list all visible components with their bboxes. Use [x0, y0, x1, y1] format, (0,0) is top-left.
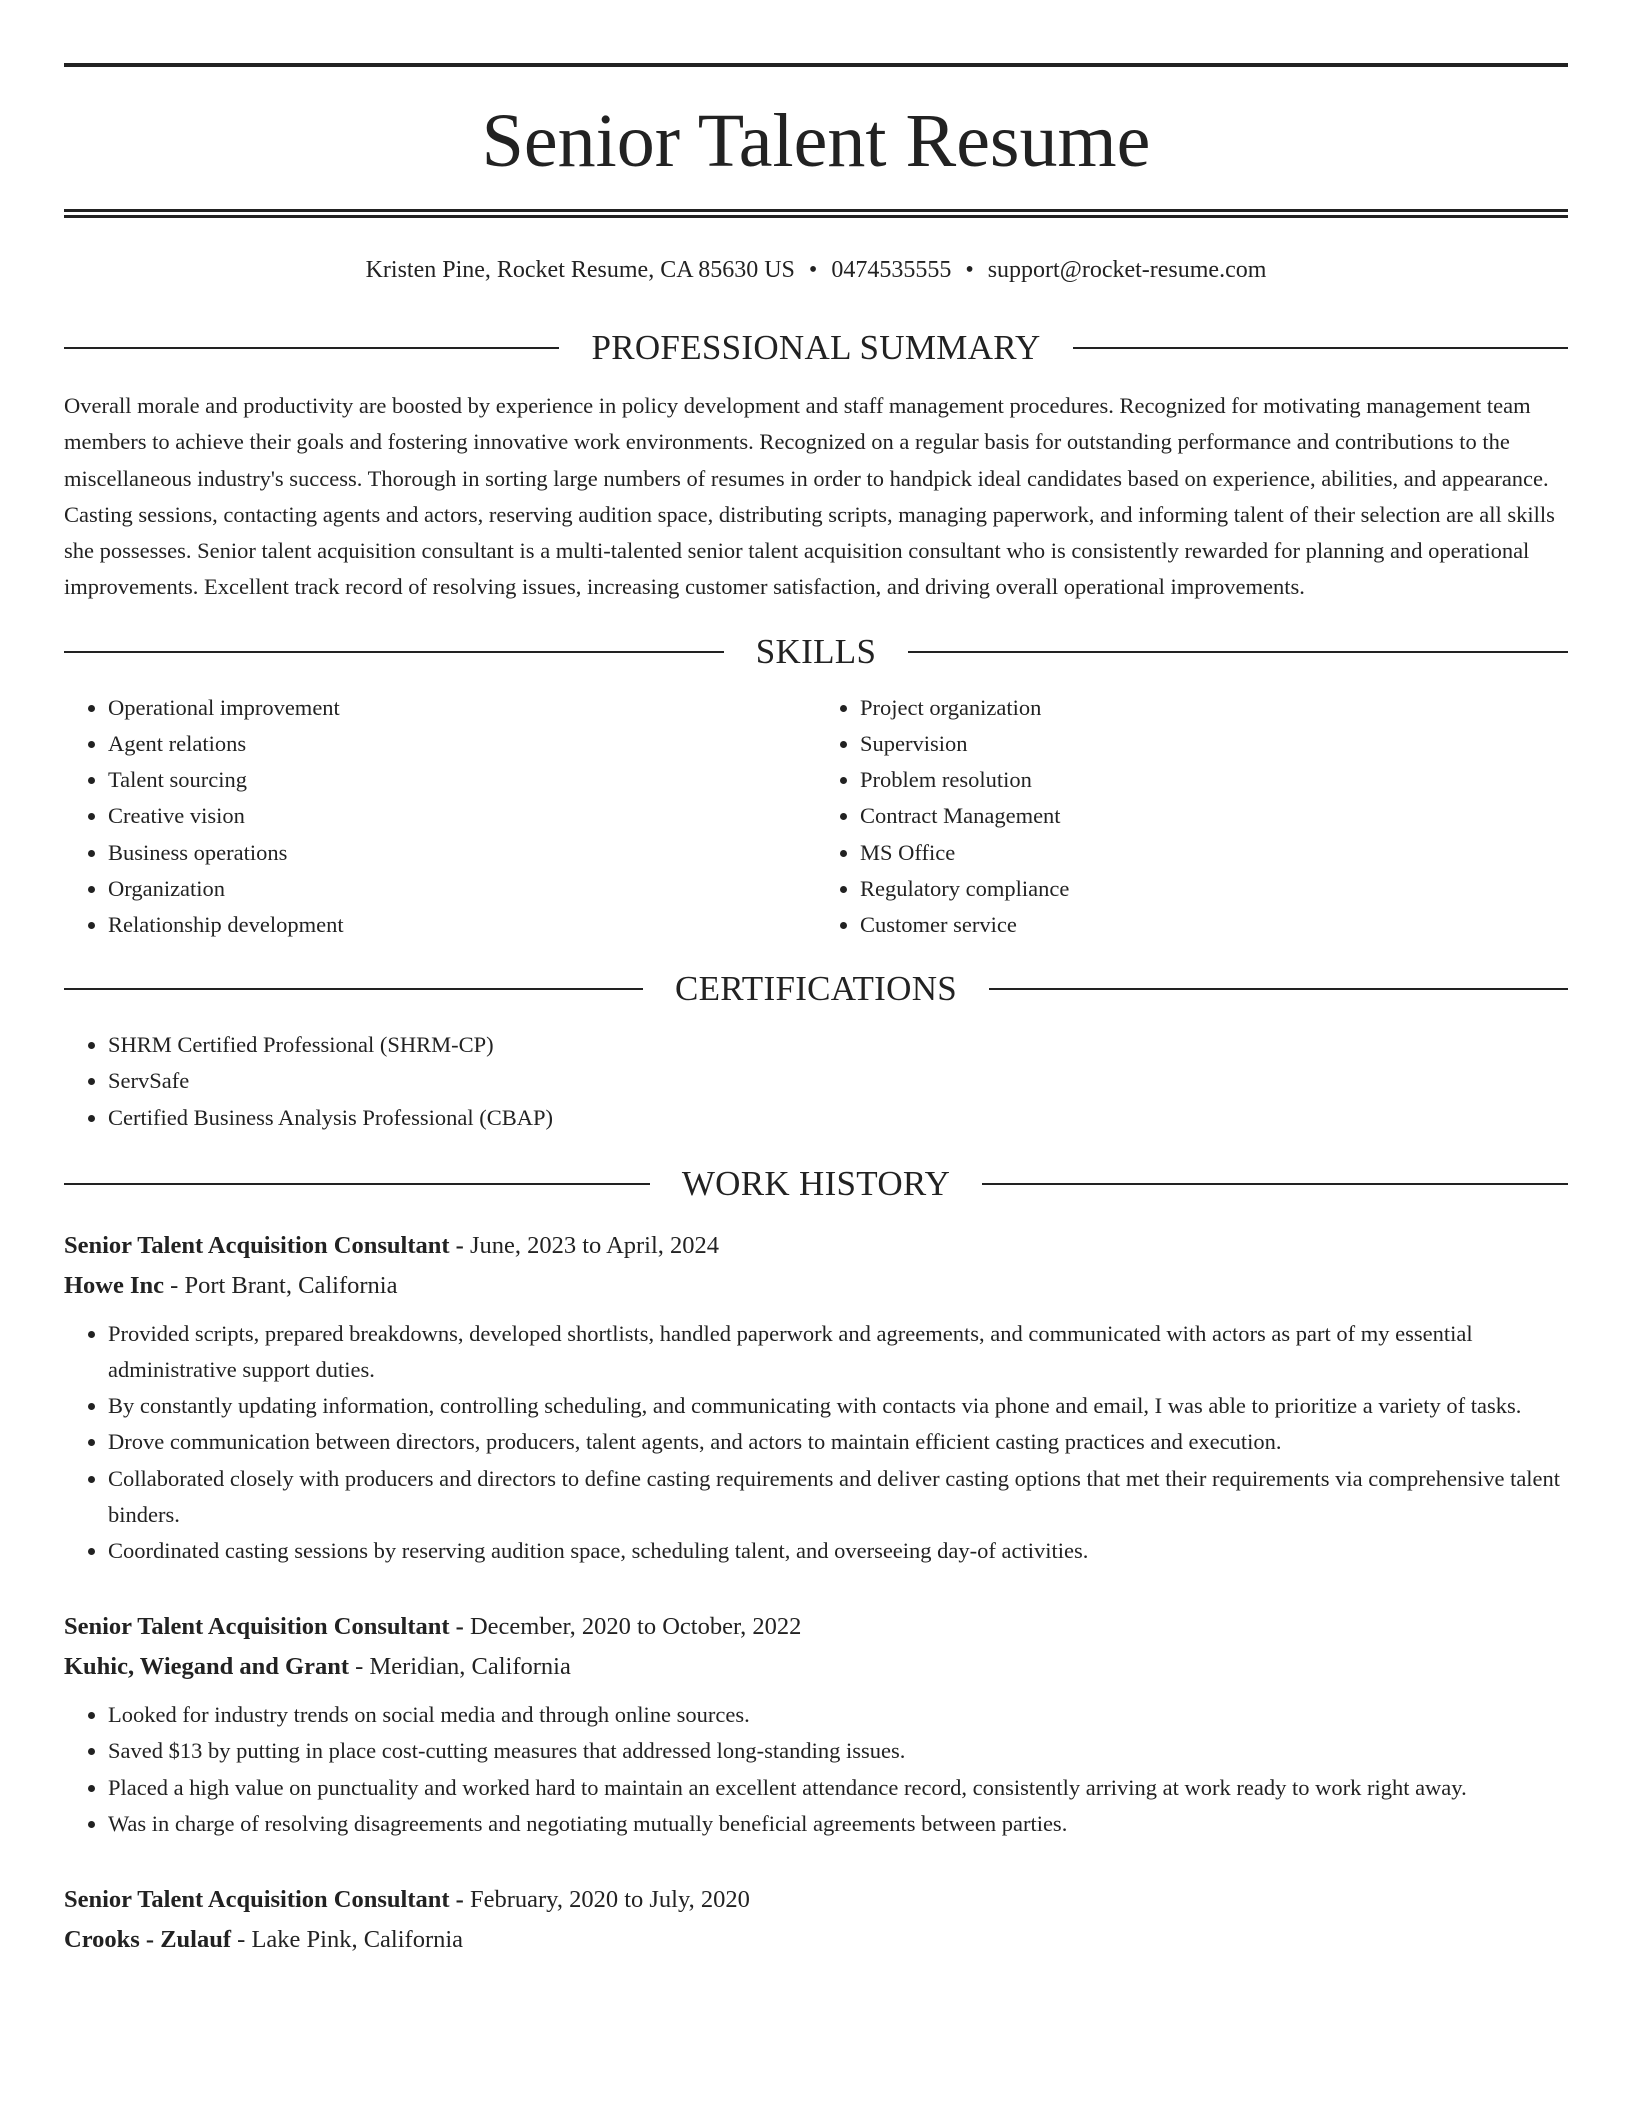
- job-company-line: Crooks - Zulauf - Lake Pink, California: [64, 1926, 464, 1954]
- contact-phone: 0474535555: [831, 257, 952, 283]
- job-location: Meridian, California: [369, 1653, 571, 1681]
- job-bullet: • Was in charge of resolving disagreements and negotiating mutually beneficial agreements between parties.: [108, 1806, 1568, 1842]
- job-bullet: • Placed a high value on punctuality and worked hard to maintain an excellent attendance record, consistently arriving at work ready to work right away.: [108, 1770, 1568, 1806]
- certification-item: • Certified Business Analysis Professional (CBAP): [108, 1100, 1568, 1136]
- resume-title: Senior Talent Resume: [481, 99, 1151, 183]
- job-bullet: • Saved $13 by putting in place cost-cutting measures that addressed long-standing issues.: [108, 1733, 1568, 1769]
- heading-rule: [64, 347, 559, 349]
- contact-address: Kristen Pine, Rocket Resume, CA 85630 US: [365, 257, 795, 283]
- job-company-line: Howe Inc - Port Brant, California: [64, 1271, 398, 1299]
- skill-item: • Talent sourcing: [108, 762, 816, 798]
- skill-item: • Business operations: [108, 835, 816, 871]
- skill-item: • Project organization: [860, 690, 1568, 726]
- job-title: Senior Talent Acquisition Consultant: [64, 1231, 450, 1259]
- title-double-rule: [64, 209, 1568, 218]
- job-company: Howe Inc: [64, 1271, 165, 1299]
- skill-item: • Regulatory compliance: [860, 871, 1568, 907]
- job-entry: [64, 1226, 1568, 1569]
- heading-rule: [64, 651, 724, 653]
- job-title: Senior Talent Acquisition Consultant: [64, 1613, 450, 1641]
- heading-rule: [1073, 347, 1568, 349]
- job-dates: December, 2020 to October, 2022: [469, 1613, 802, 1641]
- contact-separator: •: [965, 257, 974, 283]
- job-title-line: Senior Talent Acquisition Consultant - June, 2023 to April, 2024: [64, 1231, 720, 1259]
- job-location: Lake Pink, California: [251, 1926, 464, 1954]
- skills-right-list: [816, 690, 1568, 943]
- heading-rule: [908, 651, 1568, 653]
- contact-email: support@rocket-resume.com: [987, 257, 1267, 283]
- job-bullet: • Looked for industry trends on social media and through online sources.: [108, 1697, 1568, 1733]
- skill-item: • Agent relations: [108, 726, 816, 762]
- skills-left-list: [64, 690, 816, 943]
- heading-rule: [982, 1183, 1568, 1185]
- skill-item: • Organization: [108, 871, 816, 907]
- job-title-line: Senior Talent Acquisition Consultant - December, 2020 to October, 2022: [64, 1613, 802, 1641]
- job-title-line: Senior Talent Acquisition Consultant - February, 2020 to July, 2020: [64, 1886, 750, 1914]
- job-dates: June, 2023 to April, 2024: [469, 1231, 720, 1259]
- skills-heading: [64, 632, 1568, 672]
- skill-item: • Creative vision: [108, 798, 816, 834]
- job-bullet: • Provided scripts, prepared breakdowns, developed shortlists, handled paperwork and agreements, and communicated with actors as part of my essential administrative support duties.: [108, 1316, 1568, 1388]
- skills-heading-text: SKILLS: [755, 631, 877, 671]
- skill-item: • Operational improvement: [108, 690, 816, 726]
- job-entry: [64, 1880, 1568, 1960]
- summary-heading-text: PROFESSIONAL SUMMARY: [591, 328, 1041, 367]
- certifications-list: [64, 1027, 1568, 1136]
- job-bullets: [64, 1316, 1568, 1569]
- job-bullet: • Coordinated casting sessions by reserving audition space, scheduling talent, and overseeing day-of activities.: [108, 1533, 1568, 1569]
- skill-item: • Problem resolution: [860, 762, 1568, 798]
- skill-item: • Customer service: [860, 907, 1568, 943]
- contact-separator: •: [808, 257, 818, 283]
- job-title: Senior Talent Acquisition Consultant: [64, 1886, 450, 1914]
- certifications-heading: [64, 969, 1568, 1009]
- job-bullets: [64, 1697, 1568, 1842]
- job-bullet: • By constantly updating information, controlling scheduling, and communicating with contacts via phone and email, I was able to prioritize a variety of tasks.: [108, 1388, 1568, 1424]
- work-heading: [64, 1164, 1568, 1204]
- job-bullet: • Drove communication between directors, producers, talent agents, and actors to maintain efficient casting practices and execution.: [108, 1424, 1568, 1460]
- job-company: Kuhic, Wiegand and Grant: [64, 1653, 350, 1681]
- skill-item: • Contract Management: [860, 798, 1568, 834]
- skill-item: • Relationship development: [108, 907, 816, 943]
- certification-item: • ServSafe: [108, 1063, 1568, 1099]
- job-location: Port Brant, California: [184, 1271, 398, 1299]
- skill-item: • MS Office: [860, 835, 1568, 871]
- certifications-heading-text: CERTIFICATIONS: [674, 969, 958, 1009]
- skills-grid: [64, 690, 1568, 943]
- job-company-line: Kuhic, Wiegand and Grant - Meridian, California: [64, 1653, 571, 1681]
- heading-rule: [989, 988, 1568, 990]
- summary-text: Overall morale and productivity are boosted by experience in policy development and staff management procedures. Recognized for motivating management team members to achieve their goals and fostering innovative work environments. Recognized on a regular basis for outstanding performance and contributions to the miscellaneous industry's success. Thorough in sorting large numbers of resumes in order to handpick ideal candidates based on experience, abilities, and appearance. Casting sessions, contacting agents and actors, reserving audition space, distributing scripts, managing paperwork, and informing talent of their selection are all skills she possesses. Senior talent acquisition consultant is a multi-talented senior talent acquisition consultant who is consistently rewarded for planning and operational improvements. Excellent track record of resolving issues, increasing customer satisfaction, and driving overall operational improvements.: [64, 393, 1555, 600]
- certification-item: • SHRM Certified Professional (SHRM-CP): [108, 1027, 1568, 1063]
- work-heading-text: WORK HISTORY: [681, 1163, 951, 1203]
- job-company: Crooks - Zulauf: [64, 1926, 232, 1954]
- heading-rule: [64, 1183, 650, 1185]
- summary-heading: [64, 328, 1568, 368]
- resume-page: [64, 0, 1568, 1960]
- top-rule: [64, 63, 1568, 67]
- job-bullet: • Collaborated closely with producers and directors to define casting requirements and deliver casting options that met their requirements via comprehensive talent binders.: [108, 1461, 1568, 1533]
- skill-item: • Supervision: [860, 726, 1568, 762]
- contact-line: [64, 256, 1568, 284]
- job-dates: February, 2020 to July, 2020: [469, 1886, 750, 1914]
- job-entry: [64, 1607, 1568, 1842]
- heading-rule: [64, 988, 643, 990]
